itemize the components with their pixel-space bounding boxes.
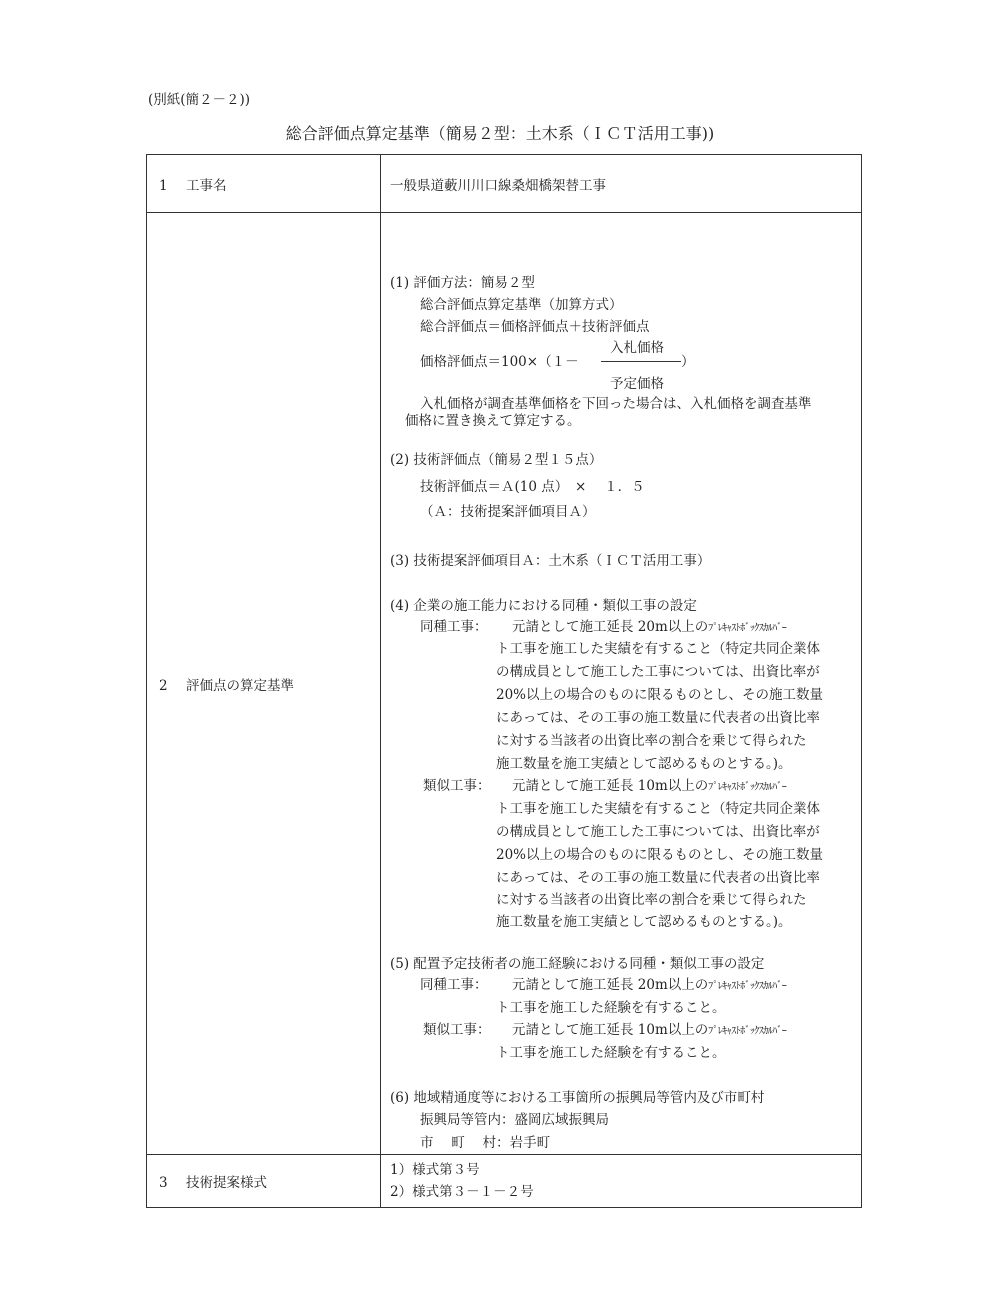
section-6-line: 振興局等管内：盛岡広域振興局 [420,1112,609,1128]
format-item: 2）様式第３－１－２号 [390,1184,534,1200]
row-label-cell [147,155,381,213]
section-2-line: （Ａ：技術提案評価項目Ａ） [420,504,596,520]
section-2-heading: (2) 技術評価点（簡易２型１５点） [390,452,603,468]
section-6-heading: (6) 地域精通度等における工事箇所の振興局等管内及び市町村 [390,1090,765,1106]
same-type-label: 同種工事： [420,619,488,635]
section-1-heading: (1) 評価方法：簡易２型 [390,275,535,291]
section-4-heading: (4) 企業の施工能力における同種・類似工事の設定 [390,598,697,614]
similar-type-line: の構成員として施工した工事については、出資比率が [496,824,820,840]
similar-type-line: ト工事を施工した実績を有すること（特定共同企業体 [496,801,820,817]
section-1-line: 総合評価点＝価格評価点＋技術評価点 [420,319,650,335]
project-name: 一般県道藪川川口線桑畑橋架替工事 [390,177,606,194]
similar-type-line: 20%以上の場合のものに限るものとし、その施工数量 [496,847,824,863]
same-type-line: 20%以上の場合のものに限るものとし、その施工数量 [496,687,824,703]
fraction-numerator: 入札価格 [610,340,664,356]
price-formula: 価格評価点＝100×（１－ [420,354,579,370]
same-type-text: 元請として施工延長 20m以上のﾌﾟﾚｷｬｽﾄﾎﾞｯｸｽｶﾙﾊﾞｰ [512,619,787,635]
section-1-note: 入札価格が調査基準価格を下回った場合は、入札価格を調査基準 [420,396,812,412]
section-6-line: 市 町 村：岩手町 [420,1135,551,1151]
format-item: 1）様式第３号 [390,1162,480,1178]
table-row [147,1155,862,1208]
proposal-format-cell [381,1155,862,1208]
section-3-heading: (3) 技術提案評価項目Ａ：土木系（ＩＣＴ活用工事） [390,553,711,569]
similar-type-text: 元請として施工延長 10m以上のﾌﾟﾚｷｬｽﾄﾎﾞｯｸｽｶﾙﾊﾞｰ [512,778,787,794]
same-type-line: 施工数量を施工実績として認めるものとする。)。 [496,756,792,772]
criteria-cell [381,213,862,1155]
row-number: 3 [159,1175,168,1191]
document-title: 総合評価点算定基準（簡易２型：土木系（ＩＣＴ活用工事)) [285,124,715,143]
same-type-line: に対する当該者の出資比率の割合を乗じて得られた [496,733,807,749]
project-name-cell [381,155,862,213]
document-reference: (別紙(簡２－２)) [148,92,251,108]
similar-type-line: 施工数量を施工実績として認めるものとする。)。 [496,914,792,930]
similar-type-label: 類似工事： [423,1022,491,1038]
fraction-denominator: 予定価格 [610,376,664,392]
section-5-heading: (5) 配置予定技術者の施工経験における同種・類似工事の設定 [390,956,765,972]
same-type-line: にあっては、その工事の施工数量に代表者の出資比率 [496,710,820,726]
row-label-cell [147,1155,381,1208]
criteria-table [146,154,862,1208]
table-row [147,213,862,1155]
same-type-text: 元請として施工延長 20m以上のﾌﾟﾚｷｬｽﾄﾎﾞｯｸｽｶﾙﾊﾞｰ [512,977,787,993]
same-type-line: ト工事を施工した実績を有すること（特定共同企業体 [496,641,820,657]
same-type-line: の構成員として施工した工事については、出資比率が [496,664,820,680]
row-label: 技術提案様式 [186,1175,267,1191]
section-2-line: 技術評価点＝Ａ(10 点） × １．５ [420,479,645,495]
row-number: 1 [159,177,168,194]
similar-type-line: ト工事を施工した経験を有すること。 [496,1045,726,1061]
row-label-cell [147,213,381,1155]
row-label: 評価点の算定基準 [186,677,294,694]
fraction-bar [601,361,681,362]
table-row [147,155,862,213]
similar-type-text: 元請として施工延長 10m以上のﾌﾟﾚｷｬｽﾄﾎﾞｯｸｽｶﾙﾊﾞｰ [512,1022,787,1038]
row-label: 工事名 [186,177,227,194]
same-type-label: 同種工事： [420,977,488,993]
similar-type-line: に対する当該者の出資比率の割合を乗じて得られた [496,892,807,908]
section-1-line: 総合評価点算定基準（加算方式） [420,297,623,313]
formula-close-paren: ） [681,354,695,370]
row-number: 2 [159,677,168,694]
similar-type-label: 類似工事： [423,778,491,794]
similar-type-line: にあっては、その工事の施工数量に代表者の出資比率 [496,870,820,886]
same-type-line: ト工事を施工した経験を有すること。 [496,1000,726,1016]
section-1-note: 価格に置き換えて算定する。 [405,413,581,429]
